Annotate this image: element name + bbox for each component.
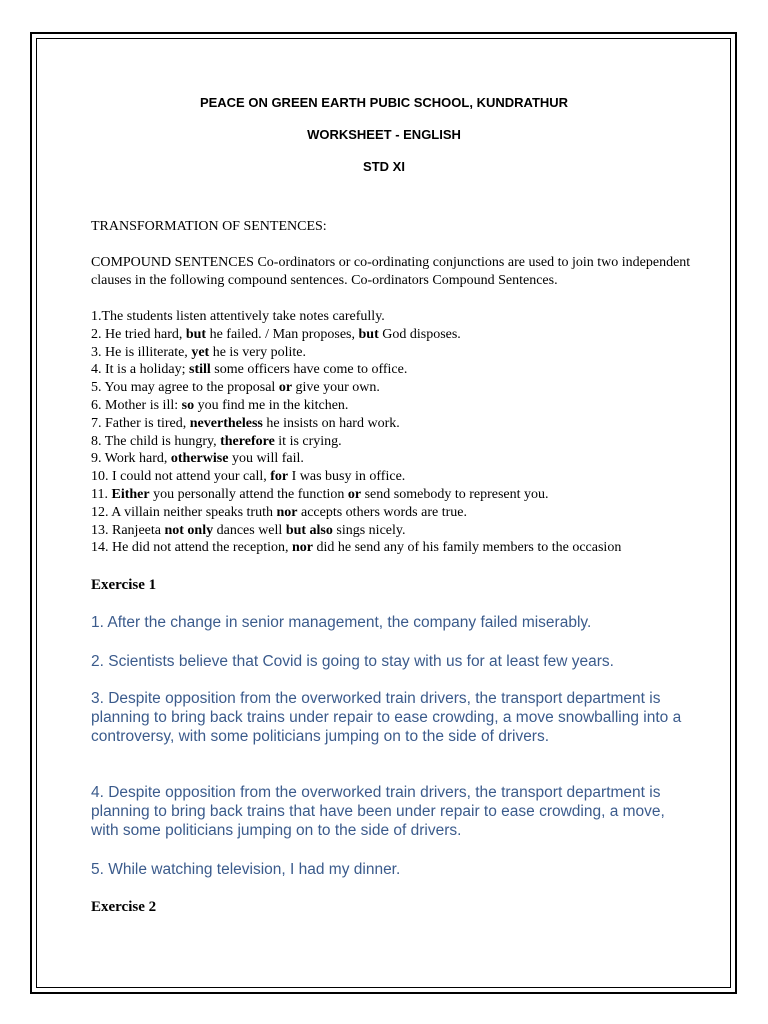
sentence-item: 8. The child is hungry, therefore it is crying. bbox=[91, 433, 342, 449]
exercise-1-item: 2. Scientists believe that Covid is going to stay with us for at least few years. bbox=[91, 653, 614, 670]
sentence-item: 7. Father is tired, nevertheless he insists on hard work. bbox=[91, 415, 400, 431]
sentence-item: 14. He did not attend the reception, nor did he send any of his family members to the occasion bbox=[91, 540, 622, 556]
exercise-1-item: 5. While watching television, I had my dinner. bbox=[91, 861, 401, 878]
sentence-item: 6. Mother is ill: so you find me in the kitchen. bbox=[91, 397, 349, 413]
exercise-1-title: Exercise 1 bbox=[91, 577, 157, 593]
intro-paragraph: COMPOUND SENTENCES Co-ordinators or co-ordinating conjunctions are used to join two independent clauses in the following compound sentences. Co-ordinators Compound Sentences. bbox=[91, 255, 691, 288]
sentence-item: 11. Either you personally attend the function or send somebody to represent you. bbox=[91, 486, 549, 502]
sentence-item: 3. He is illiterate, yet he is very polite. bbox=[91, 344, 307, 360]
sentence-list bbox=[91, 308, 691, 557]
exercise-1-item: 3. Despite opposition from the overworked train drivers, the transport department is planning to bring back trains under repair to ease crowding, a move snowballing into a controversy, with some politicians jumping on to the side of drivers. bbox=[91, 690, 682, 745]
standard-label: STD XI bbox=[363, 159, 405, 174]
sentence-item: 1.The students listen attentively take notes carefully. bbox=[91, 309, 385, 324]
sentence-item: 13. Ranjeeta not only dances well but also sings nicely. bbox=[91, 522, 406, 538]
sentence-item: 2. He tried hard, but he failed. / Man proposes, but God disposes. bbox=[91, 326, 461, 342]
exercise-1-item: 4. Despite opposition from the overworked train drivers, the transport department is planning to bring back trains that have been under repair to ease crowding, a move, with some politicians jumping on to the side of drivers. bbox=[91, 784, 665, 839]
sentence-item: 4. It is a holiday; still some officers have come to office. bbox=[91, 362, 408, 378]
section-title: TRANSFORMATION OF SENTENCES: bbox=[91, 219, 327, 234]
sentence-item: 5. You may agree to the proposal or give your own. bbox=[91, 380, 380, 396]
worksheet-title: WORKSHEET - ENGLISH bbox=[307, 127, 461, 142]
sentence-item: 12. A villain neither speaks truth nor accepts others words are true. bbox=[91, 504, 467, 520]
exercise-1-item: 1. After the change in senior management, the company failed miserably. bbox=[91, 614, 592, 631]
sentence-item: 9. Work hard, otherwise you will fail. bbox=[91, 451, 304, 467]
school-name: PEACE ON GREEN EARTH PUBIC SCHOOL, KUNDRATHUR bbox=[199, 95, 569, 110]
sentence-item: 10. I could not attend your call, for I was busy in office. bbox=[91, 469, 406, 485]
exercise-2-title: Exercise 2 bbox=[91, 899, 157, 915]
